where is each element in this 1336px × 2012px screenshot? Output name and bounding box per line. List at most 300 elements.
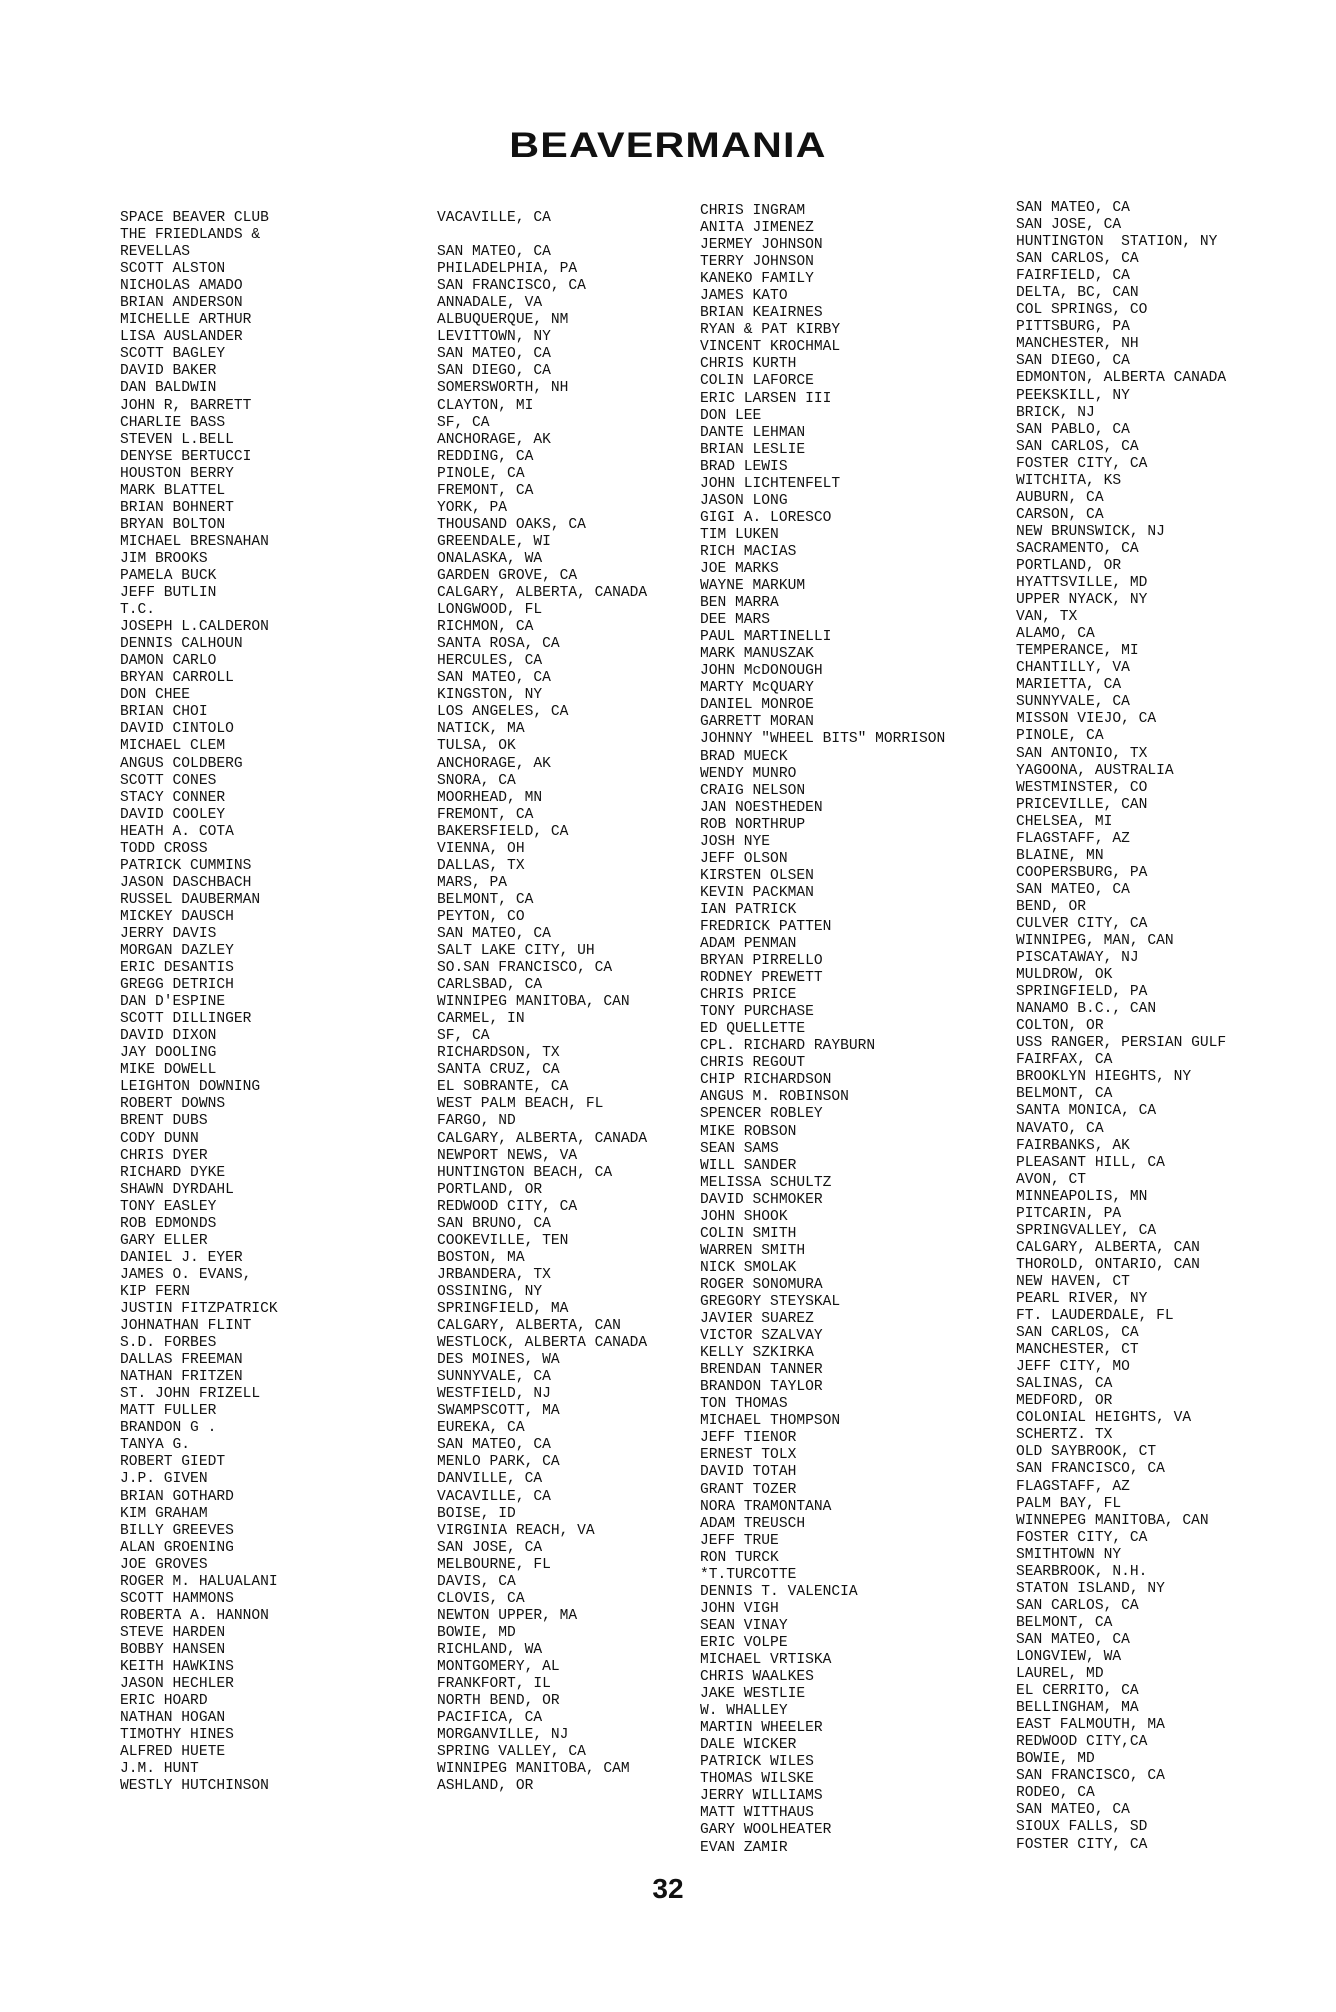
list-item: CODY DUNN — [120, 1130, 199, 1147]
list-item: FT. LAUDERDALE, FL — [1016, 1308, 1174, 1325]
list-item: YORK, PA — [437, 499, 508, 516]
list-item: ANITA JIMENEZ — [700, 220, 814, 237]
list-item: KIM GRAHAM — [120, 1505, 208, 1522]
list-item: SF, CA — [437, 414, 490, 431]
list-item: BEND, OR — [1016, 898, 1087, 915]
list-item: CLOVIS, CA — [437, 1590, 525, 1607]
list-item: YAGOONA, AUSTRALIA — [1016, 762, 1174, 779]
list-item: CALGARY, ALBERTA, CAN — [437, 1318, 621, 1335]
list-item: DENNIS T. VALENCIA — [700, 1583, 858, 1600]
list-item: PINOLE, CA — [437, 465, 525, 482]
list-item: W. WHALLEY — [700, 1703, 788, 1720]
list-item: MICHAEL THOMPSON — [700, 1413, 841, 1430]
list-item: MICKEY DAUSCH — [120, 908, 234, 925]
list-item: NORA TRAMONTANA — [700, 1498, 832, 1515]
list-item: DON CHEE — [120, 687, 191, 704]
list-item: ADAM PENMAN — [700, 936, 797, 953]
list-item: MARK BLATTEL — [120, 482, 226, 499]
list-item: RICHLAND, WA — [437, 1641, 543, 1658]
list-item: SALINAS, CA — [1016, 1376, 1113, 1393]
list-item: WESTFIELD, NJ — [437, 1386, 551, 1403]
list-item: LONGVIEW, WA — [1016, 1648, 1122, 1665]
list-item: CALGARY, ALBERTA, CAN — [1016, 1239, 1200, 1256]
list-item: JEFF CITY, MO — [1016, 1359, 1130, 1376]
list-item: FARGO, ND — [437, 1113, 516, 1130]
list-item: SAN ANTONIO, TX — [1016, 745, 1148, 762]
list-item: DANIEL J. EYER — [120, 1249, 243, 1266]
list-item: PALM BAY, FL — [1016, 1495, 1122, 1512]
list-item: PEARL RIVER, NY — [1016, 1291, 1148, 1307]
list-item: NICHOLAS AMADO — [120, 278, 243, 295]
list-item: REDDING, CA — [437, 448, 534, 465]
list-item: DAVID BAKER — [120, 363, 217, 380]
list-item: JAMES KATO — [700, 288, 788, 305]
list-item: DES MOINES, WA — [437, 1352, 560, 1369]
list-item: VACAVILLE, CA — [437, 1488, 551, 1505]
list-item: *T.TURCOTTE — [700, 1566, 797, 1583]
list-item: SMITHTOWN NY — [1016, 1546, 1122, 1563]
list-item: BRIAN ANDERSON — [120, 295, 243, 312]
list-item: TIMOTHY HINES — [120, 1727, 234, 1744]
list-item: BRICK, NJ — [1016, 404, 1095, 421]
list-item: TEMPERANCE, MI — [1016, 643, 1139, 660]
list-item: WINNIPEG MANITOBA, CAM — [437, 1761, 630, 1778]
list-item: TULSA, OK — [437, 738, 516, 755]
list-item: NICK SMOLAK — [700, 1259, 797, 1276]
list-item: BOWIE, MD — [437, 1624, 516, 1641]
list-item: STEVEN L.BELL — [120, 431, 234, 448]
list-item: HEATH A. COTA — [120, 823, 234, 840]
list-item: PAUL MARTINELLI — [700, 629, 832, 646]
list-item: DAN BALDWIN — [120, 380, 217, 397]
list-item: VACAVILLE, CA — [437, 210, 551, 226]
list-item: CARLSBAD, CA — [437, 977, 543, 994]
list-item: RODNEY PREWETT — [700, 970, 823, 987]
page-number: 32 — [652, 1873, 684, 1904]
list-item: RON TURCK — [700, 1549, 779, 1566]
locations-column-2 — [1016, 200, 1226, 1854]
list-item: REVELLAS — [120, 244, 191, 261]
list-item: ALAMO, CA — [1016, 626, 1095, 643]
list-item: DANIEL MONROE — [700, 697, 814, 714]
list-item: WENDY MUNRO — [700, 765, 797, 782]
list-item: CALGARY, ALBERTA, CANADA — [437, 585, 648, 602]
list-item: WESTLOCK, ALBERTA CANADA — [437, 1335, 648, 1352]
list-item: KANEKO FAMILY — [700, 271, 814, 288]
list-item: JEFF TRUE — [700, 1532, 779, 1549]
list-item: GRANT TOZER — [700, 1481, 797, 1498]
list-item: WITCHITA, KS — [1016, 472, 1122, 489]
list-item: REDWOOD CITY,CA — [1016, 1734, 1148, 1751]
list-item: ANGUS M. ROBINSON — [700, 1089, 849, 1106]
list-item: SALT LAKE CITY, UH — [437, 943, 595, 960]
list-item: SAN CARLOS, CA — [1016, 1325, 1139, 1342]
list-item: WESTLY HUTCHINSON — [120, 1778, 269, 1795]
list-item: SAN MATEO, CA — [437, 244, 551, 261]
list-item: SCOTT DILLINGER — [120, 1011, 252, 1028]
list-item: DAVID COOLEY — [120, 806, 226, 823]
list-item: BRENT DUBS — [120, 1113, 208, 1130]
list-item: JOHN SHOOK — [700, 1208, 788, 1225]
list-item: ANNADALE, VA — [437, 295, 543, 312]
list-item: FOSTER CITY, CA — [1016, 455, 1148, 472]
list-item: NEW HAVEN, CT — [1016, 1273, 1130, 1290]
list-item: FAIRFAX, CA — [1016, 1052, 1113, 1069]
list-item: JASON LONG — [700, 492, 788, 509]
list-item: BRAD MUECK — [700, 748, 788, 765]
list-item: SUNNYVALE, CA — [1016, 694, 1130, 711]
list-item: COLTON, OR — [1016, 1018, 1104, 1035]
list-item: MARTIN WHEELER — [700, 1720, 823, 1737]
list-item: PORTLAND, OR — [437, 1181, 543, 1198]
list-item: FOSTER CITY, CA — [1016, 1529, 1148, 1546]
list-item: SAN MATEO, CA — [437, 1437, 551, 1454]
list-item: VIENNA, OH — [437, 840, 525, 857]
list-item: CARMEL, IN — [437, 1011, 525, 1028]
list-item: FRANKFORT, IL — [437, 1676, 551, 1693]
list-item: SUNNYVALE, CA — [437, 1369, 551, 1386]
list-item: ROGER M. HALUALANI — [120, 1573, 278, 1590]
list-item: KELLY SZKIRKA — [700, 1345, 814, 1362]
list-item: KIRSTEN OLSEN — [700, 867, 814, 884]
list-item: BRAD LEWIS — [700, 458, 788, 475]
list-item: CHRIS INGRAM — [700, 203, 806, 219]
list-item: DAVIS, CA — [437, 1573, 516, 1590]
list-item: THOMAS WILSKE — [700, 1771, 814, 1788]
list-item: JUSTIN FITZPATRICK — [120, 1301, 278, 1317]
list-item: SF, CA — [437, 1028, 490, 1045]
list-item: UPPER NYACK, NY — [1016, 592, 1148, 609]
list-item: FREMONT, CA — [437, 482, 534, 499]
list-item: RICH MACIAS — [700, 543, 797, 560]
list-item: JASON HECHLER — [120, 1676, 234, 1693]
list-item: MELBOURNE, FL — [437, 1556, 551, 1573]
list-item: JOHN McDONOUGH — [700, 663, 823, 680]
list-item: ANGUS COLDBERG — [120, 755, 243, 772]
list-item: JAN NOESTHEDEN — [700, 799, 823, 816]
list-item: ROB NORTHRUP — [700, 816, 806, 833]
list-item: ALFRED HUETE — [120, 1744, 226, 1761]
list-item: COLIN SMITH — [700, 1225, 797, 1242]
list-item: CPL. RICHARD RAYBURN — [700, 1038, 876, 1055]
list-item: BRYAN BOLTON — [120, 516, 226, 533]
list-item: BOSTON, MA — [437, 1249, 525, 1266]
list-item: SANTA ROSA, CA — [437, 636, 560, 653]
list-item: ROB EDMONDS — [120, 1215, 217, 1232]
list-item: SPRINGFIELD, MA — [437, 1301, 569, 1317]
list-item: JOSH NYE — [700, 833, 771, 850]
list-item: TON THOMAS — [700, 1396, 788, 1413]
list-item: ST. JOHN FRIZELL — [120, 1386, 261, 1403]
list-item: VAN, TX — [1016, 609, 1078, 626]
list-item: SWAMPSCOTT, MA — [437, 1403, 560, 1420]
list-item: CHELSEA, MI — [1016, 813, 1113, 830]
list-item: TONY PURCHASE — [700, 1004, 814, 1021]
list-item: ADAM TREUSCH — [700, 1515, 806, 1532]
list-item: BRENDAN TANNER — [700, 1362, 823, 1379]
list-item: BAKERSFIELD, CA — [437, 823, 569, 840]
list-item: MARTY McQUARY — [700, 680, 814, 697]
names-column-2 — [700, 203, 945, 1857]
list-item: FOSTER CITY, CA — [1016, 1836, 1148, 1853]
list-item: STATON ISLAND, NY — [1016, 1580, 1165, 1597]
list-item: LOS ANGELES, CA — [437, 704, 569, 721]
list-item: VICTOR SZALVAY — [700, 1328, 823, 1345]
list-item: STACY CONNER — [120, 789, 226, 806]
list-item: HOUSTON BERRY — [120, 465, 234, 482]
list-item: MEDFORD, OR — [1016, 1393, 1113, 1410]
list-item: SAN CARLOS, CA — [1016, 438, 1139, 455]
list-item: MARS, PA — [437, 874, 508, 891]
list-item: RICHARDSON, TX — [437, 1045, 560, 1062]
list-item: JERRY WILLIAMS — [700, 1788, 823, 1805]
list-item: JEFF OLSON — [700, 850, 788, 867]
list-item: BOWIE, MD — [1016, 1751, 1095, 1768]
list-item: SEAN VINAY — [700, 1617, 788, 1634]
list-item: FREMONT, CA — [437, 806, 534, 823]
list-item: JEFF BUTLIN — [120, 585, 217, 602]
list-item: EVAN ZAMIR — [700, 1839, 788, 1856]
list-item: PRICEVILLE, CAN — [1016, 796, 1148, 813]
list-item: SEARBROOK, N.H. — [1016, 1563, 1148, 1580]
list-item: NATICK, MA — [437, 721, 525, 738]
list-item: CARSON, CA — [1016, 506, 1104, 523]
list-item: SACRAMENTO, CA — [1016, 540, 1139, 557]
list-item: PAMELA BUCK — [120, 567, 217, 584]
list-item: JAKE WESTLIE — [700, 1686, 806, 1703]
list-item: BOBBY HANSEN — [120, 1641, 226, 1658]
list-item: ROBERTA A. HANNON — [120, 1607, 269, 1624]
list-item: BRIAN KEAIRNES — [700, 305, 823, 322]
list-item: SAN DIEGO, CA — [437, 363, 551, 380]
list-item: NEWTON UPPER, MA — [437, 1607, 578, 1624]
list-item: KEVIN PACKMAN — [700, 884, 814, 901]
list-item: WESTMINSTER, CO — [1016, 779, 1148, 796]
list-item: GREENDALE, WI — [437, 533, 551, 550]
list-item: J.P. GIVEN — [120, 1471, 208, 1488]
list-item: SAN MATEO, CA — [437, 670, 551, 687]
list-item: DENYSE BERTUCCI — [120, 448, 252, 465]
list-item: DALE WICKER — [700, 1737, 797, 1754]
list-item: BELMONT, CA — [437, 891, 534, 908]
list-item: MENLO PARK, CA — [437, 1454, 560, 1471]
list-item: JAMES O. EVANS, — [120, 1266, 252, 1283]
list-item: EL SOBRANTE, CA — [437, 1079, 569, 1096]
page-title: BEAVERMANIA — [509, 126, 827, 165]
list-item: SPENCER ROBLEY — [700, 1106, 823, 1123]
list-item: ANCHORAGE, AK — [437, 431, 551, 448]
list-item: SAN MATEO, CA — [437, 925, 551, 942]
list-item: EDMONTON, ALBERTA CANADA — [1016, 370, 1227, 387]
list-item: FLAGSTAFF, AZ — [1016, 1478, 1130, 1495]
list-item: GREGORY STEYSKAL — [700, 1294, 841, 1310]
list-item: CLAYTON, MI — [437, 397, 534, 414]
list-item: BELMONT, CA — [1016, 1614, 1113, 1631]
list-item: MANCHESTER, CT — [1016, 1342, 1139, 1359]
list-item: BRANDON TAYLOR — [700, 1379, 823, 1396]
list-item: LEVITTOWN, NY — [437, 329, 551, 346]
list-item: USS RANGER, PERSIAN GULF — [1016, 1035, 1227, 1052]
list-item: JOHNNY "WHEEL BITS" MORRISON — [700, 731, 946, 748]
list-item: RICHMON, CA — [437, 619, 534, 636]
list-item: THOUSAND OAKS, CA — [437, 516, 586, 533]
list-item: PISCATAWAY, NJ — [1016, 950, 1139, 967]
list-item: PORTLAND, OR — [1016, 557, 1122, 574]
list-item: SIOUX FALLS, SD — [1016, 1819, 1148, 1836]
names-column-1 — [120, 210, 278, 1795]
list-item: BRYAN PIRRELLO — [700, 953, 823, 970]
list-item: RICHARD DYKE — [120, 1164, 226, 1181]
list-item: MATT WITTHAUS — [700, 1805, 814, 1822]
list-item: SHAWN DYRDAHL — [120, 1181, 234, 1198]
list-item: AUBURN, CA — [1016, 489, 1104, 506]
list-item: DANVILLE, CA — [437, 1471, 543, 1488]
list-item: WEST PALM BEACH, FL — [437, 1096, 604, 1113]
list-item: SCOTT HAMMONS — [120, 1590, 234, 1607]
list-item: T.C. — [120, 602, 156, 619]
list-item: DALLAS, TX — [437, 857, 525, 874]
list-item: PATRICK WILES — [700, 1754, 814, 1771]
list-item: BLAINE, MN — [1016, 847, 1104, 864]
list-item: SCOTT BAGLEY — [120, 346, 226, 363]
list-item: CHARLIE BASS — [120, 414, 226, 431]
list-item: PINOLE, CA — [1016, 728, 1104, 745]
list-item: SNORA, CA — [437, 772, 516, 789]
list-item: CHANTILLY, VA — [1016, 660, 1130, 677]
list-item: BRIAN GOTHARD — [120, 1488, 234, 1505]
list-item: GREGG DETRICH — [120, 977, 234, 994]
list-item: JOHNATHAN FLINT — [120, 1318, 252, 1335]
list-item: NATHAN FRITZEN — [120, 1369, 243, 1386]
list-item: ROGER SONOMURA — [700, 1276, 823, 1293]
list-item: BELMONT, CA — [1016, 1086, 1113, 1103]
list-item: ASHLAND, OR — [437, 1778, 534, 1795]
list-item: HUNTINGTON BEACH, CA — [437, 1164, 613, 1181]
list-item: ALAN GROENING — [120, 1539, 234, 1556]
list-item: CHRIS REGOUT — [700, 1055, 806, 1072]
list-item: RYAN & PAT KIRBY — [700, 322, 841, 339]
list-item: MELISSA SCHULTZ — [700, 1174, 832, 1191]
list-item: TIM LUKEN — [700, 526, 779, 543]
list-item: SAN CARLOS, CA — [1016, 251, 1139, 268]
list-item: WINNEPEG MANITOBA, CAN — [1016, 1512, 1209, 1529]
list-item: ONALASKA, WA — [437, 550, 543, 567]
list-item: MORGANVILLE, NJ — [437, 1727, 569, 1744]
list-item: KINGSTON, NY — [437, 687, 543, 704]
list-item: BELLINGHAM, MA — [1016, 1700, 1139, 1717]
list-item: JOSEPH L.CALDERON — [120, 619, 269, 636]
list-item: NANAMO B.C., CAN — [1016, 1001, 1157, 1018]
list-item: TODD CROSS — [120, 840, 208, 857]
list-item: JAVIER SUAREZ — [700, 1311, 814, 1328]
list-item: SAN MATEO, CA — [437, 346, 551, 363]
list-item: PEEKSKILL, NY — [1016, 387, 1130, 404]
list-item: JOHN R, BARRETT — [120, 397, 252, 414]
list-item: MULDROW, OK — [1016, 967, 1113, 984]
list-item: PITTSBURG, PA — [1016, 319, 1130, 336]
list-item: DAVID DIXON — [120, 1028, 217, 1045]
list-item: WINNIPEG, MAN, CAN — [1016, 933, 1174, 950]
list-item: COLIN LAFORCE — [700, 373, 814, 390]
list-item: CRAIG NELSON — [700, 782, 806, 799]
list-item: COOKEVILLE, TEN — [437, 1232, 569, 1249]
list-item: VIRGINIA REACH, VA — [437, 1522, 595, 1539]
list-item: SEAN SAMS — [700, 1140, 779, 1157]
list-item: SAN FRANCISCO, CA — [1016, 1461, 1165, 1478]
list-item: RUSSEL DAUBERMAN — [120, 891, 261, 908]
list-item: DALLAS FREEMAN — [120, 1352, 243, 1369]
list-item: WAYNE MARKUM — [700, 578, 806, 595]
list-item: JOHN VIGH — [700, 1600, 779, 1617]
list-item: FAIRBANKS, AK — [1016, 1137, 1130, 1154]
list-item: BRANDON G . — [120, 1420, 217, 1437]
list-item: SPRINGVALLEY, CA — [1016, 1222, 1157, 1239]
list-item: CHIP RICHARDSON — [700, 1072, 832, 1089]
list-item: LAUREL, MD — [1016, 1666, 1104, 1683]
list-item: AVON, CT — [1016, 1171, 1087, 1188]
list-item: J.M. HUNT — [120, 1761, 199, 1778]
list-item: FAIRFIELD, CA — [1016, 268, 1130, 285]
list-item: SPRINGFIELD, PA — [1016, 984, 1148, 1001]
list-item: VINCENT KROCHMAL — [700, 339, 841, 356]
list-item: ERIC LARSEN III — [700, 390, 832, 407]
list-item: OLD SAYBROOK, CT — [1016, 1444, 1157, 1461]
list-item: SAN JOSE, CA — [1016, 217, 1122, 234]
list-item: SPACE BEAVER CLUB — [120, 210, 269, 226]
list-item: MIKE ROBSON — [700, 1123, 797, 1140]
list-item: SPRING VALLEY, CA — [437, 1744, 586, 1761]
list-item: DAVID CINTOLO — [120, 721, 234, 738]
list-item: JEFF TIENOR — [700, 1430, 797, 1447]
list-item: REDWOOD CITY, CA — [437, 1198, 578, 1215]
list-item: MICHAEL CLEM — [120, 738, 226, 755]
list-item: THE FRIEDLANDS & — [120, 227, 261, 244]
list-item: MORGAN DAZLEY — [120, 943, 234, 960]
list-item: PACIFICA, CA — [437, 1710, 543, 1727]
list-item: CHRIS WAALKES — [700, 1669, 814, 1686]
list-item: SAN MATEO, CA — [1016, 881, 1130, 898]
list-item: GIGI A. LORESCO — [700, 509, 832, 526]
list-item: MONTGOMERY, AL — [437, 1658, 560, 1675]
list-item: ERNEST TOLX — [700, 1447, 797, 1464]
list-item: NATHAN HOGAN — [120, 1710, 226, 1727]
list-item: TANYA G. — [120, 1437, 191, 1454]
list-item: EL CERRITO, CA — [1016, 1683, 1139, 1700]
list-item: ALBUQUERQUE, NM — [437, 312, 569, 329]
list-item: SAN MATEO, CA — [1016, 1802, 1130, 1819]
list-item: SAN DIEGO, CA — [1016, 353, 1130, 370]
list-item: SO.SAN FRANCISCO, CA — [437, 960, 613, 977]
list-item: DAMON CARLO — [120, 653, 217, 670]
list-item: MICHELLE ARTHUR — [120, 312, 252, 329]
list-item: SAN MATEO, CA — [1016, 200, 1130, 216]
list-item: JOHN LICHTENFELT — [700, 475, 841, 492]
list-item: THOROLD, ONTARIO, CAN — [1016, 1256, 1200, 1273]
list-item: DON LEE — [700, 407, 762, 424]
list-item: BRIAN CHOI — [120, 704, 208, 721]
list-item: FREDRICK PATTEN — [700, 918, 832, 935]
list-item: PITCARIN, PA — [1016, 1205, 1122, 1222]
list-item: HYATTSVILLE, MD — [1016, 575, 1148, 592]
list-item: SAN MATEO, CA — [1016, 1631, 1130, 1648]
list-item: LEIGHTON DOWNING — [120, 1079, 261, 1096]
list-item: TERRY JOHNSON — [700, 254, 814, 271]
list-item: JASON DASCHBACH — [120, 874, 252, 891]
list-item: SCOTT CONES — [120, 772, 217, 789]
list-item: ANCHORAGE, AK — [437, 755, 551, 772]
list-item: HERCULES, CA — [437, 653, 543, 670]
list-item: MANCHESTER, NH — [1016, 336, 1139, 353]
